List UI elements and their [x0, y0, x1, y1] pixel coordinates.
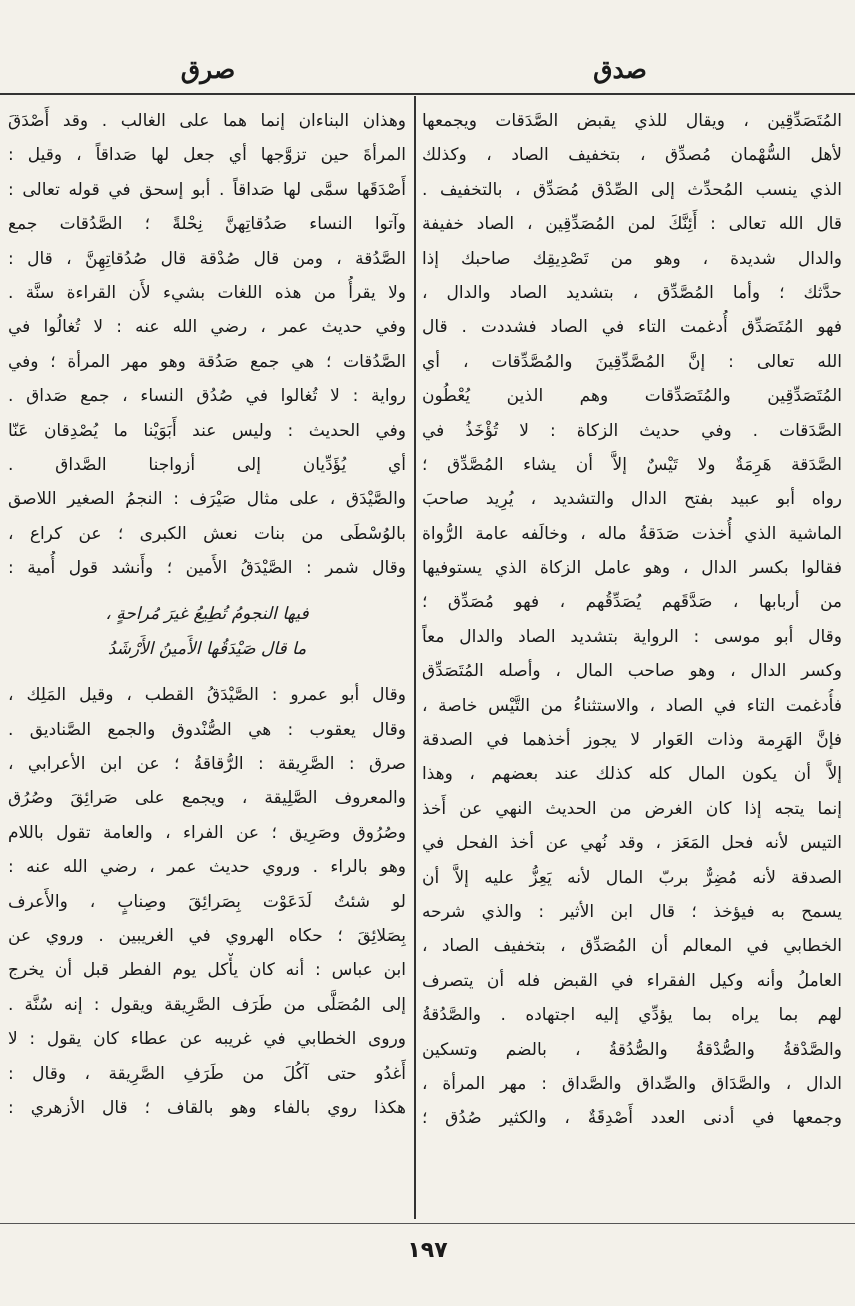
header-rule [0, 93, 855, 95]
text-line: الصَّدُقة ، ومن قال صُدْقة قال صُدُقاتِهِنَّ ، قال : [8, 248, 406, 269]
text-line: وفي حديث عمر ، رضي الله عنه : لا تُغالُوا في [8, 317, 406, 338]
left-column [8, 104, 406, 1125]
text-line: لهم بما يراه بما يؤدِّي إليه اجتهاده . والصَّدُقةُ [422, 1005, 842, 1026]
text-line: والمعروف الصَّلِيقة ، ويجمع على صَرائِقَ وصُرُق [8, 788, 406, 809]
verse-line: فيها النجومُ تُطِيعُ غيرَ مُراحةٍ ، [105, 604, 309, 625]
text-line: الخطابي في المعالم أن المُصَدِّق ، بتخفيف الصاد ، [422, 936, 842, 957]
text-line: وروى الخطابي في غريبه عن عطاء كان يقول : لا [8, 1029, 406, 1050]
text-line: المُتَصَدِّقِين والمُتَصَدِّقات وهم الذين يُعْطُون [422, 386, 842, 407]
column-divider [414, 96, 416, 1219]
text-line: وجمعها في أدنى العدد أَصْدِقَةٌ ، والكثير صُدُق ؛ [422, 1108, 842, 1129]
running-header-right: صدق [593, 55, 647, 84]
text-line: إلاَّ أن يكون المال كله كذلك عند بعضهم ، وهذا [422, 764, 842, 785]
text-line: وهو بالراء . وروي حديث عمر ، رضي الله عنه : [8, 857, 406, 878]
text-line: وقال أبو عمرو : الصَّيْدَقُ القطب ، وقيل المَلِك ، [8, 685, 406, 706]
text-line: صرق : الصَّرِيقة : الرُّقاقةُ ؛ عن ابن الأعرابي ، [8, 754, 406, 775]
text-line: قال الله تعالى : أَئِنَّكَ لمن المُصَدِّقِين ، الصاد خفيفة [422, 214, 842, 235]
text-line: ولا يقرأُ من هذه اللغات بشيء لأَن القراءة سنَّة . [8, 282, 406, 303]
text-line: ابن عباس : أنه كان يأْكل يوم الفطر قبل أن يخرج [8, 960, 406, 981]
text-line: وقال شمر : الصَّيْدَقُ الأَمين ؛ وأَنشد قول أُمية : [8, 558, 406, 579]
text-line: التيس لأنه فحل المَعَز ، وقد نُهي عن أخذ الفحل في [422, 833, 842, 854]
text-line: الصَّدُقات ؛ هي جمع صَدُقة وهو مهر المرأة ؛ وفي [8, 351, 406, 372]
text-line: الله تعالى : إنَّ المُصَّدِّقِينَ والمُصَّدِّقات ، أي [422, 351, 842, 372]
text-line: بِصَلائِقَ ؛ حكاه الهروي في الغريبين . وروي عن [8, 925, 406, 946]
text-line: أي يُؤَدِّيان إلى أزواجنا الصَّداق . [8, 454, 406, 475]
text-line: الصَّدَقة هَرِمَةٌ ولا تَيْسٌ إلاَّ أن يشاء المُصَّدِّق ؛ [422, 454, 842, 475]
text-line: أَغدُو حتى آكُلَ من طَرَفِ الصَّرِيقة ، وقال : [8, 1063, 406, 1084]
text-line: هكذا روي بالفاء وهو بالقاف ؛ قال الأزهري : [8, 1097, 406, 1118]
text-line: إلى المُصَلَّى من طَرَف الصَّرِيقة ويقول : إنه سُنَّة . [8, 994, 406, 1015]
text-line: لأهل السُّهْمان مُصدِّق ، بتخفيف الصاد ، وكذلك [422, 145, 842, 166]
text-line: الماشية الذي أُخذت صَدَقةُ ماله ، وخالَفه عامة الرُّواة [422, 523, 842, 544]
text-line: رواه أبو عبيد بفتح الدال والتشديد ، يُرِيد صاحبَ [422, 489, 842, 510]
text-line: الذي ينسب المُحدِّث إلى الصِّدْق مُصَدِّق ، بالتخفيف . [422, 179, 842, 200]
text-line: فهو المُتَصَدِّق أُدغمت التاء في الصاد فشددت . قال [422, 317, 842, 338]
text-line: وصُرُوق وصَرِيق ؛ عن الفراء ، والعامة تقول باللام [8, 822, 406, 843]
text-line: أَصْدَقَها سمَّى لها صَداقاً . أبو إسحق في قوله تعالى : [8, 179, 406, 200]
text-line: من أربابها ، صَدَّقَهم يُصَدِّقُهم ، فهو مُصَدِّق ؛ [422, 592, 842, 613]
text-line: فإنَّ الهَرِمة وذات العَوار لا يجوز أخذهما في الصدقة [422, 730, 842, 751]
running-header-left: صرق [180, 55, 236, 84]
text-line: وقال أبو موسى : الرواية بتشديد الصاد والدال معاً [422, 626, 842, 647]
text-line: فقالوا بكسر الدال ، وهو عامل الزكاة الذي يستوفيها [422, 558, 842, 579]
text-line: فأُدغمت التاء في الصاد ، والاستثناءُ من التَّيْس خاصة ، [422, 695, 842, 716]
text-line: حدَّثك ؛ وأما المُصَّدِّق ، بتشديد الصاد والدال ، [422, 282, 842, 303]
text-line: رواية : لا تُغالوا في صُدُق النساء ، جمع صَداق . [8, 386, 406, 407]
text-line: والدال شديدة ، وهو من تَصْدِيقِك صاحبك إذا [422, 248, 842, 269]
text-line: المرأةَ حين تزوَّجها أي جعل لها صَداقاً ، وقيل : [8, 145, 406, 166]
text-line: وقال يعقوب : هي الصُّنْدوق والجمع الصَّناديق . [8, 719, 406, 740]
text-line: الصَّدَقات . وفي حديث الزكاة : لا تُؤْخَذُ في [422, 420, 842, 441]
text-line: لو شئتُ لَدَعَوْت بِصَرائِقَ وصِنابٍ ، والأَعرف [8, 891, 406, 912]
spacer [8, 666, 406, 678]
text-line: وهذان البناءان إنما هما على الغالب . وقد أَصْدَقَ [8, 111, 406, 131]
text-line: بالوُسْطَى من بنات نعش الكبرى ؛ عن كراع ، [8, 523, 406, 544]
text-line: وكسر الدال ، وهو صاحب المال ، وأصله المُتَصَدِّق [422, 661, 842, 682]
page-number: ١٩٧ [407, 1238, 448, 1263]
spacer [8, 585, 406, 597]
text-line: العاملُ وأنه وكيل الفقراء في القبض فله أن يتصرف [422, 970, 842, 991]
text-line: المُتَصَدِّقِين ، ويقال للذي يقبض الصَّدَقات ويجمعها [422, 111, 842, 131]
verse-line: ما قال صَيْدَقُها الأَمينُ الأَرْشَدُ [107, 638, 307, 659]
text-line: وآتوا النساء صَدُقاتِهنَّ نِحْلةً ؛ الصَّدُقات جمع [8, 214, 406, 235]
right-column [422, 104, 842, 1136]
text-line: وفي الحديث : وليس عند أَبَوَيْنا ما يُصْدِقان عَنّا [8, 420, 406, 441]
text-line: الصدقة لأنه مُضِرٌّ بربّ المال لأنه يَعِزُّ عليه إلاَّ أن [422, 867, 842, 888]
text-line: يسمح به فيؤخذ ؛ قال ابن الأثير : والذي شرحه [422, 901, 842, 922]
text-line: إنما يتجه إذا كان الغرض من الحديث النهي عن أَخذ [422, 798, 842, 819]
text-line: والصَّيْدَق ، على مثال صَيْرَف : النجمُ الصغير اللاصق [8, 489, 406, 510]
footer-rule [0, 1223, 855, 1224]
text-line: الدال ، والصَّدَاق والصِّداق والصَّداق : مهر المرأة ، [422, 1073, 842, 1094]
text-line: والصَّدْقةُ والصُّدْقةُ والصُّدُقةُ ، بالضم وتسكين [422, 1039, 842, 1060]
